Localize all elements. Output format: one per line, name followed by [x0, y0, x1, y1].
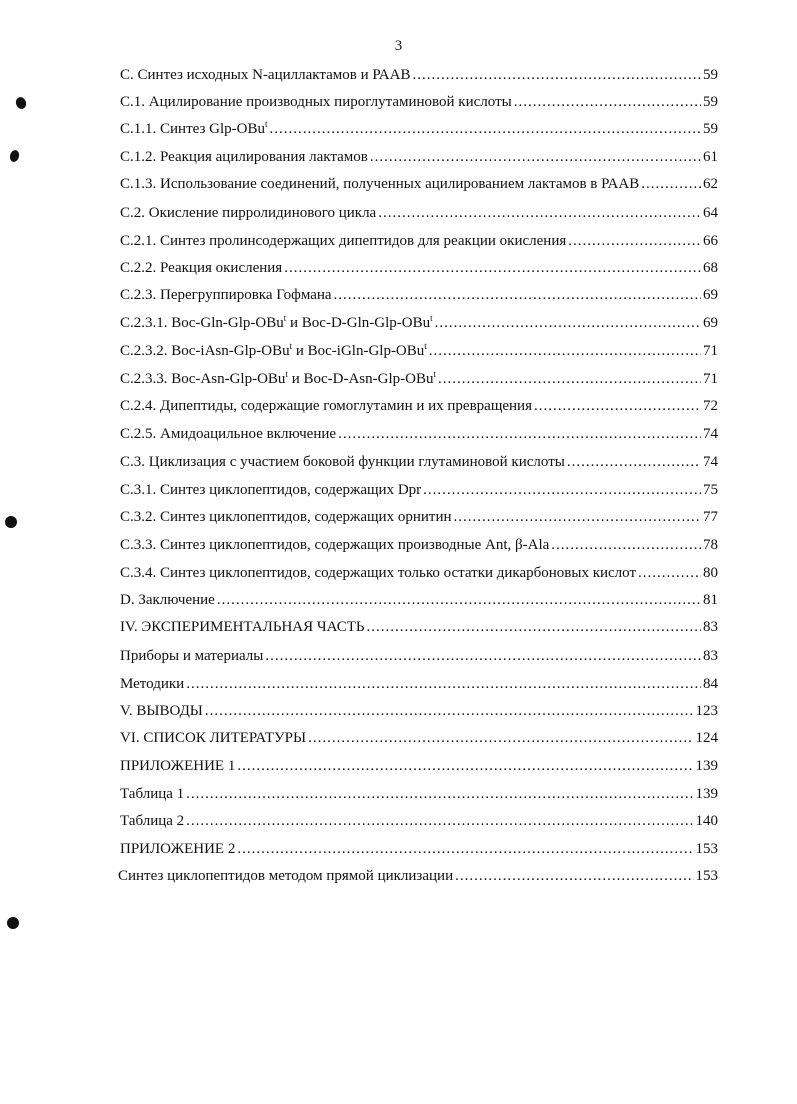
toc-leader-dots [237, 755, 693, 777]
toc-entry[interactable] [120, 810, 718, 832]
toc-leader-dots [429, 340, 701, 362]
punch-hole [7, 917, 19, 929]
toc-leader-dots [308, 727, 693, 749]
toc-entry-page: 153 [695, 841, 718, 857]
toc-entry-title: С.1.2. Реакция ацилирования лактамов [120, 149, 368, 165]
toc-entry-title: С.3.4. Синтез циклопептидов, содержащих только остатки дикарбоновых кислот [120, 565, 637, 581]
toc-entry-title: Таблица 2 [120, 813, 185, 829]
toc-entry-page: 81 [703, 592, 718, 608]
toc-leader-dots [423, 479, 701, 501]
toc-entry-title: С.2.5. Амидоацильное включение [120, 426, 337, 442]
toc-entry[interactable] [120, 173, 718, 195]
toc-entry[interactable] [120, 838, 718, 860]
toc-entry-title: С.3.1. Синтез циклопептидов, содержащих Dpr [120, 482, 422, 498]
toc-entry-title: D. Заключение [120, 592, 215, 608]
toc-entry-page: 124 [695, 730, 718, 746]
toc-leader-dots [338, 423, 701, 445]
toc-superscript: t [433, 369, 436, 379]
toc-entry-title: ПРИЛОЖЕНИЕ 1 [120, 758, 236, 774]
toc-entry-title: С.2.2. Реакция окисления [120, 260, 283, 276]
toc-entry-page: 69 [703, 315, 718, 331]
toc-leader-dots [186, 810, 693, 832]
toc-entry-title [120, 312, 433, 334]
toc-leader-dots [217, 589, 701, 611]
toc-entry-page: 72 [703, 398, 718, 414]
toc-entry[interactable] [120, 589, 718, 611]
toc-entry-page: 74 [703, 454, 718, 470]
toc-entry-title-text: и Boc-D-Asn-Glp-OBu [287, 371, 434, 387]
toc-leader-dots [454, 506, 701, 528]
toc-entry-page: 59 [703, 67, 718, 83]
toc-entry-title-text: и Boc-D-Gln-Glp-OBu [286, 315, 431, 331]
toc-entry-page: 84 [703, 676, 718, 692]
toc-entry-page: 62 [703, 176, 718, 192]
toc-leader-dots [641, 173, 701, 195]
toc-entry-title: С.2.1. Синтез пролинсодержащих дипептидов для реакции окисления [120, 233, 567, 249]
toc-entry[interactable] [120, 395, 718, 417]
toc-entry-title-text: С.2.3.3. Boc-Asn-Glp-OBu [120, 371, 286, 387]
toc-entry[interactable] [120, 257, 718, 279]
toc-leader-dots [568, 230, 701, 252]
toc-leader-dots [534, 395, 701, 417]
toc-entry-page: 139 [695, 758, 718, 774]
toc-entry-page: 77 [703, 509, 718, 525]
toc-entry-title: ПРИЛОЖЕНИЕ 2 [120, 841, 236, 857]
toc-entry-page: 83 [703, 648, 718, 664]
toc-entry[interactable] [118, 865, 718, 887]
toc-entry-page: 66 [703, 233, 718, 249]
toc-leader-dots [205, 700, 694, 722]
toc-superscript: t [264, 119, 268, 129]
toc-entry-title: Методики [120, 676, 185, 692]
toc-entry[interactable] [120, 755, 718, 777]
toc-entry-title: С.3.3. Синтез циклопептидов, содержащих производные Ant, β-Ala [120, 537, 550, 553]
toc-entry[interactable] [120, 506, 718, 528]
toc-entry-title: V. ВЫВОДЫ [120, 703, 203, 719]
toc-entry-page: 69 [703, 287, 718, 303]
toc-entry[interactable] [120, 312, 718, 334]
toc-leader-dots [237, 838, 693, 860]
toc-superscript: t [285, 369, 288, 379]
toc-leader-dots [186, 783, 693, 805]
scan-artifact-arrow [14, 96, 28, 111]
toc-entry-title: С.1.3. Использование соединений, полученных ацилированием лактамов в РААВ [120, 176, 640, 192]
toc-entry-page: 83 [703, 619, 718, 635]
toc-entry-page: 153 [695, 868, 718, 884]
toc-entry-page: 139 [695, 786, 718, 802]
toc-entry-title: Синтез циклопептидов методом прямой циклизации [118, 868, 454, 884]
toc-superscript: t [283, 313, 287, 323]
toc-entry-title: IV. ЭКСПЕРИМЕНТАЛЬНАЯ ЧАСТЬ [120, 619, 365, 635]
toc-entry[interactable] [120, 64, 718, 86]
toc-leader-dots [412, 64, 701, 86]
toc-entry[interactable] [120, 700, 718, 722]
toc-leader-dots [265, 645, 701, 667]
toc-entry-page: 123 [695, 703, 718, 719]
toc-entry-title: Приборы и материалы [120, 648, 264, 664]
toc-entry-page: 71 [703, 343, 718, 359]
toc-leader-dots [367, 616, 701, 638]
toc-entry[interactable] [120, 645, 718, 667]
toc-entry-title [120, 368, 436, 390]
toc-leader-dots [551, 534, 701, 556]
toc-entry[interactable] [120, 202, 718, 224]
toc-entry[interactable] [120, 479, 718, 501]
toc-superscript: t [424, 341, 427, 351]
toc-entry-title-text: С.1.1. Синтез Glp-OBu [120, 121, 265, 137]
toc-entry[interactable] [120, 91, 718, 113]
page-number: 3 [394, 38, 403, 54]
toc-entry[interactable] [120, 340, 718, 362]
toc-entry[interactable] [120, 118, 718, 140]
toc-entry-title: С.2. Окисление пирролидинового цикла [120, 205, 377, 221]
toc-entry-page: 64 [703, 205, 718, 221]
toc-leader-dots [334, 284, 701, 306]
toc-leader-dots [370, 146, 701, 168]
toc-entry[interactable] [120, 727, 718, 749]
toc-leader-dots [186, 673, 701, 695]
toc-entry-title-text: С.2.3.1. Boc-Gln-Glp-OBu [120, 315, 284, 331]
toc-entry[interactable] [120, 368, 718, 390]
toc-entry-title: С. Синтез исходных N-ациллактамов и РААВ [120, 67, 411, 83]
toc-leader-dots [269, 118, 701, 140]
toc-entry-page: 78 [703, 537, 718, 553]
toc-entry-title: С.2.3. Перегруппировка Гофмана [120, 287, 332, 303]
toc-entry[interactable] [120, 562, 718, 584]
toc-entry-title: С.1. Ацилирование производных пироглутаминовой кислоты [120, 94, 512, 110]
toc-entry-title-text: и Boc-iGln-Glp-OBu [292, 343, 425, 359]
toc-leader-dots [435, 312, 701, 334]
punch-hole [5, 516, 17, 528]
toc-leader-dots [514, 91, 701, 113]
toc-entry-page: 59 [703, 94, 718, 110]
toc-entry-title: С.2.4. Дипептиды, содержащие гомоглутамин и их превращения [120, 398, 532, 414]
scan-artifact-arrow [9, 149, 21, 163]
toc-leader-dots [567, 451, 701, 473]
toc-leader-dots [455, 865, 693, 887]
toc-entry[interactable] [120, 146, 718, 168]
toc-entry[interactable] [120, 230, 718, 252]
toc-entry[interactable] [120, 534, 718, 556]
toc-leader-dots [378, 202, 701, 224]
toc-entry-page: 74 [703, 426, 718, 442]
toc-entry[interactable] [120, 423, 718, 445]
toc-entry[interactable] [120, 451, 718, 473]
toc-entry-title [120, 118, 267, 140]
toc-leader-dots [638, 562, 701, 584]
toc-entry-title: Таблица 1 [120, 786, 185, 802]
toc-leader-dots [438, 368, 701, 390]
toc-entry[interactable] [120, 616, 718, 638]
toc-entry-title [120, 340, 427, 362]
toc-entry-page: 140 [695, 813, 718, 829]
toc-entry[interactable] [120, 673, 718, 695]
toc-entry-title-text: С.2.3.2. Boc-iAsn-Glp-OBu [120, 343, 290, 359]
toc-entry-page: 80 [703, 565, 718, 581]
toc-entry[interactable] [120, 284, 718, 306]
toc-entry[interactable] [120, 783, 718, 805]
toc-superscript: t [430, 313, 433, 323]
toc-leader-dots [284, 257, 701, 279]
toc-entry-title: VI. СПИСОК ЛИТЕРАТУРЫ [120, 730, 307, 746]
toc-entry-page: 61 [703, 149, 718, 165]
toc-entry-page: 71 [703, 371, 718, 387]
toc-entry-page: 68 [703, 260, 718, 276]
toc-entry-title: С.3.2. Синтез циклопептидов, содержащих орнитин [120, 509, 452, 525]
toc-superscript: t [289, 341, 293, 351]
toc-entry-page: 75 [703, 482, 718, 498]
toc-entry-page: 59 [703, 121, 718, 137]
toc-entry-title: С.3. Циклизация с участием боковой функции глутаминовой кислоты [120, 454, 565, 470]
